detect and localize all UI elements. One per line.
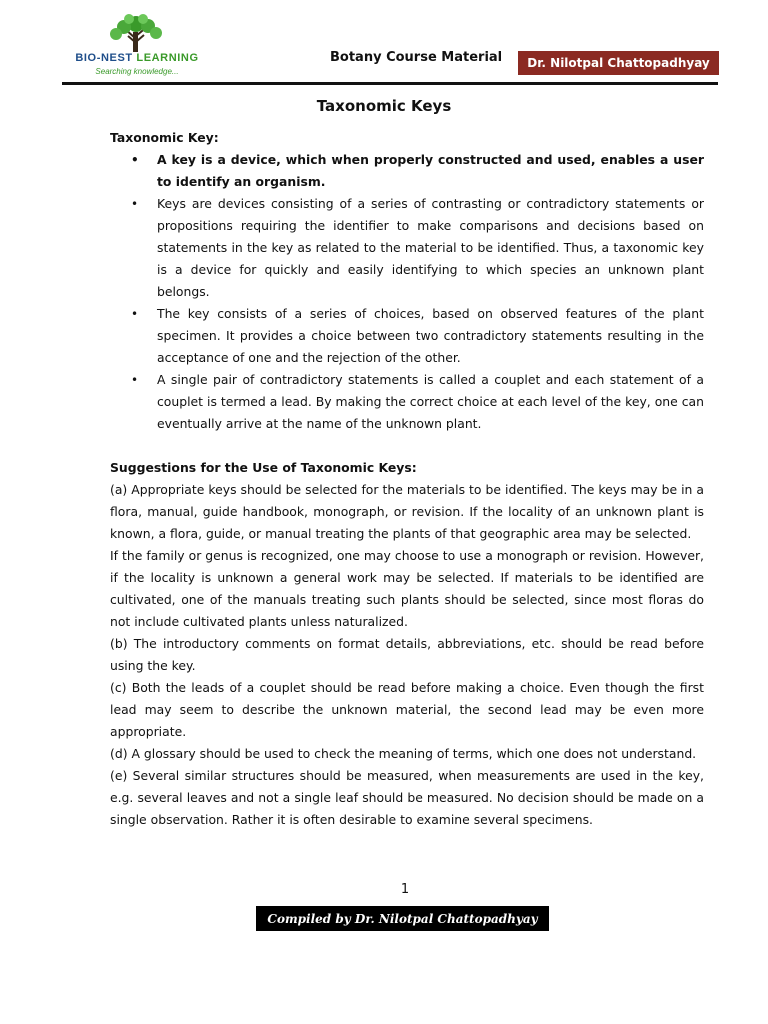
course-title: Botany Course Material (330, 50, 503, 65)
paragraph: (a) Appropriate keys should be selected for the materials to be identified. The keys may be in a flora, manual, guide handbook, monograph, or revision. If the locality of an unknown plant is known, a flora, guide, or manual treating the plants of that geographic area may be selected. (110, 482, 704, 541)
section-heading-taxonomic-key: Taxonomic Key: (110, 130, 219, 145)
page-number: 1 (400, 882, 410, 897)
bullet-icon: • (131, 197, 139, 211)
logo-brand-right: LEARNING (136, 52, 199, 64)
list-item-text: Keys are devices consisting of a series of contrasting or contradictory statements or propositions requiring the identifier to make comparisons and decisions based on statements in the key as related to the material to be identified. Thus, a taxonomic key is a device for quickly and easily identifying to which species an unknown plant belongs. (157, 196, 704, 299)
logo-tagline: Searching knowledge... (95, 67, 179, 76)
document-body (110, 127, 704, 831)
author-name: Dr. Nilotpal Chattopadhyay (527, 56, 710, 70)
bullet-icon: • (131, 373, 139, 387)
logo-brand (62, 52, 212, 64)
paragraph: (b) The introductory comments on format details, abbreviations, etc. should be read before using the key. (110, 636, 704, 673)
list-item-text: A key is a device, which when properly constructed and used, enables a user to identify an organism. (157, 152, 704, 189)
paragraph: (d) A glossary should be used to check the meaning of terms, which one does not understand. (110, 746, 697, 761)
paragraph: If the family or genus is recognized, one may choose to use a monograph or revision. However, if the locality is unknown a general work may be selected. If materials to be identified are cultivated, one of the manuals treating such plants should be selected, since most floras do not include cultivated plants unless naturalized. (110, 548, 704, 629)
taxonomic-key-bullet-list (110, 149, 704, 435)
list-item (110, 193, 704, 303)
section-spacer (110, 435, 704, 457)
header-divider (62, 82, 718, 85)
list-item-text: A single pair of contradictory statements is called a couplet and each statement of a couplet is termed a lead. By making the correct choice at each level of the key, one can eventually arrive at the name of the unknown plant. (157, 372, 704, 431)
paragraph: (e) Several similar structures should be measured, when measurements are used in the key, e.g. several leaves and not a single leaf should be measured. No decision should be made on a single observation. Rather it is often desirable to examine several specimens. (110, 768, 704, 827)
logo-brand-left: BIO-NEST (75, 52, 133, 64)
page-header (0, 0, 768, 90)
footer-compiled-by-text: Compiled by Dr. Nilotpal Chattopadhyay (267, 911, 538, 926)
list-item (110, 303, 704, 369)
tree-logo-icon (106, 14, 166, 54)
page-title: Taxonomic Keys (316, 97, 452, 115)
author-badge (518, 51, 719, 75)
footer-compiled-by (256, 906, 549, 931)
bullet-icon: • (131, 153, 139, 167)
list-item (110, 369, 704, 435)
bullet-icon: • (131, 307, 139, 321)
section-heading-suggestions: Suggestions for the Use of Taxonomic Keys: (110, 460, 417, 475)
list-item (110, 149, 704, 193)
bio-nest-learning-logo (62, 14, 212, 80)
paragraph: (c) Both the leads of a couplet should be read before making a choice. Even though the first lead may seem to describe the unknown material, the second lead may be even more appropriate. (110, 680, 704, 739)
list-item-text: The key consists of a series of choices, based on observed features of the plant specimen. It provides a choice between two contradictory statements resulting in the acceptance of one and the rejection of the other. (157, 306, 704, 365)
